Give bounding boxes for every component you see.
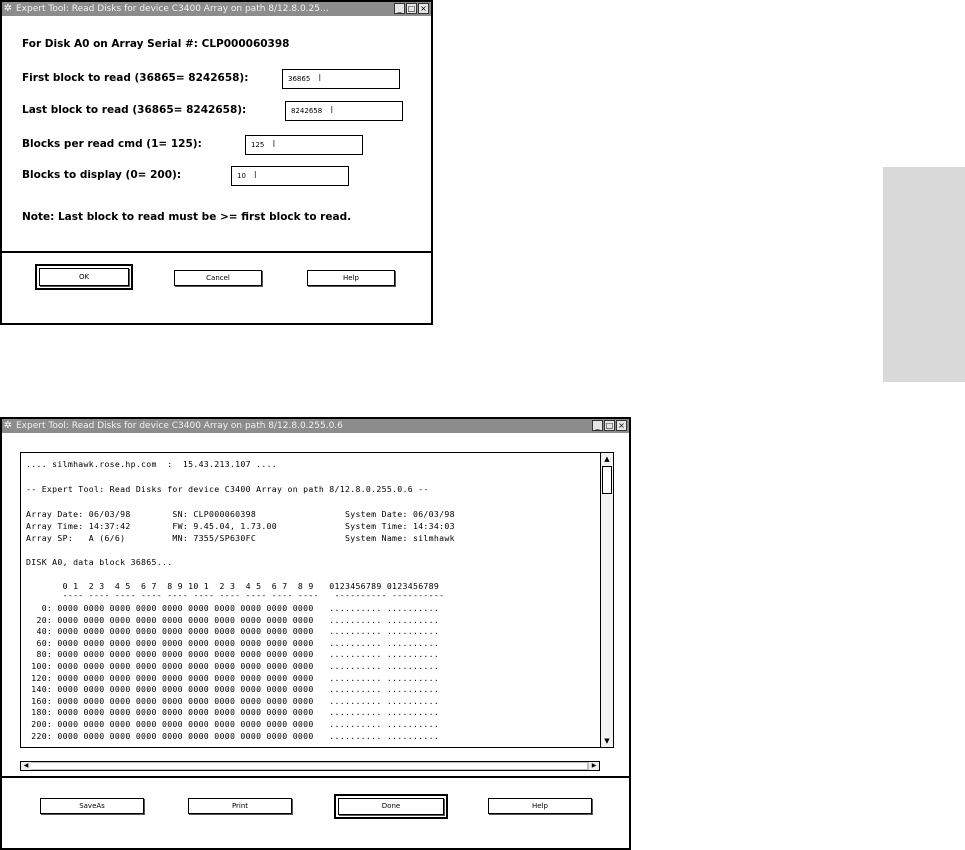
hex-row: 20: 0000 0000 0000 0000 0000 0000 0000 0000 0000 0000 .......... .......... bbox=[26, 614, 440, 625]
help-button[interactable]: Help bbox=[307, 270, 395, 286]
first-block-input[interactable]: 36865 I bbox=[282, 69, 400, 89]
last-block-input[interactable]: 8242658 I bbox=[285, 101, 403, 121]
cancel-button[interactable]: Cancel bbox=[174, 270, 262, 286]
hex-row: 200: 0000 0000 0000 0000 0000 0000 0000 0000 0000 0000 .......... .......... bbox=[26, 719, 440, 729]
maximize-icon[interactable]: □ bbox=[407, 4, 416, 13]
print-button[interactable]: Print bbox=[188, 798, 292, 814]
ok-button[interactable]: OK bbox=[39, 268, 129, 286]
dialog2-divider bbox=[2, 776, 629, 778]
dialog1-divider bbox=[2, 251, 431, 253]
gear-icon[interactable]: ✲ bbox=[3, 420, 13, 431]
hex-row: 220: 0000 0000 0000 0000 0000 0000 0000 0000 0000 0000 .......... .......... bbox=[26, 730, 440, 741]
scroll-right-icon[interactable]: ▶ bbox=[589, 762, 599, 770]
first-block-label: First block to read (36865= 8242658): bbox=[22, 72, 249, 84]
help-button[interactable]: Help bbox=[488, 798, 592, 814]
dialog1-title: Expert Tool: Read Disks for device C3400 Array on path 8/12.8.0.25... bbox=[16, 4, 329, 14]
read-disks-output-dialog bbox=[0, 417, 631, 850]
minimize-icon[interactable]: _ bbox=[592, 420, 603, 431]
hex-row: 80: 0000 0000 0000 0000 0000 0000 0000 0000 0000 0000 .......... .......... bbox=[26, 649, 440, 660]
output-text-area[interactable] bbox=[20, 452, 600, 748]
horizontal-scrollbar[interactable] bbox=[20, 761, 600, 771]
vertical-scroll-thumb[interactable] bbox=[602, 466, 612, 494]
host-line: .... silmhawk.rose.hp.com : 15.43.213.107 .... bbox=[26, 459, 278, 469]
hex-row: 140: 0000 0000 0000 0000 0000 0000 0000 0000 0000 0000 .......... .......... bbox=[26, 684, 440, 695]
heading-line: -- Expert Tool: Read Disks for device C3400 Array on path 8/12.8.0.255.0.6 -- bbox=[26, 484, 429, 494]
last-block-label: Last block to read (36865= 8242658): bbox=[22, 104, 247, 116]
column-dashes: ---- ---- ---- ---- ---- ---- ---- ---- ---- ---- ---------- ---------- bbox=[26, 590, 445, 600]
side-panel bbox=[883, 167, 965, 382]
last-block-value: 8242658 bbox=[291, 107, 323, 115]
dialog1-titlebar[interactable] bbox=[2, 2, 431, 16]
hex-row: 40: 0000 0000 0000 0000 0000 0000 0000 0000 0000 0000 .......... .......... bbox=[26, 626, 440, 637]
info-line-3: Array SP: A (6/6) MN: 7355/SP630FC System Name: silmhawk bbox=[26, 533, 455, 543]
scroll-up-icon[interactable]: ▲ bbox=[604, 455, 610, 463]
gear-icon[interactable]: ✲ bbox=[3, 3, 13, 14]
maximize-icon[interactable]: □ bbox=[605, 421, 614, 430]
close-icon[interactable]: × bbox=[616, 420, 627, 431]
disk-header: For Disk A0 on Array Serial #: CLP000060398 bbox=[22, 38, 290, 50]
read-disks-params-dialog bbox=[0, 0, 433, 325]
vertical-scrollbar[interactable] bbox=[600, 452, 614, 748]
hex-row: 100: 0000 0000 0000 0000 0000 0000 0000 0000 0000 0000 .......... .......... bbox=[26, 661, 440, 671]
blocks-per-read-input[interactable]: 125 I bbox=[245, 135, 363, 155]
hex-row: 60: 0000 0000 0000 0000 0000 0000 0000 0000 0000 0000 .......... .......... bbox=[26, 637, 440, 648]
close-icon[interactable]: × bbox=[418, 3, 429, 14]
scroll-down-icon[interactable]: ▼ bbox=[604, 737, 610, 745]
hex-row: 180: 0000 0000 0000 0000 0000 0000 0000 0000 0000 0000 .......... .......... bbox=[26, 707, 440, 718]
hex-row: 0: 0000 0000 0000 0000 0000 0000 0000 0000 0000 0000 .......... .......... bbox=[26, 603, 440, 613]
column-header: 0 1 2 3 4 5 6 7 8 9 10 1 2 3 4 5 6 7 8 9 0123456789 0123456789 bbox=[26, 581, 440, 591]
dialog2-title: Expert Tool: Read Disks for device C3400 Array on path 8/12.8.0.255.0.6 bbox=[16, 421, 343, 431]
blocks-to-display-label: Blocks to display (0= 200): bbox=[22, 169, 182, 181]
hex-row: 160: 0000 0000 0000 0000 0000 0000 0000 0000 0000 0000 .......... .......... bbox=[26, 695, 440, 706]
disk-line: DISK A0, data block 36865... bbox=[26, 557, 173, 567]
blocks-to-display-input[interactable]: 10 I bbox=[231, 166, 349, 186]
first-block-value: 36865 bbox=[288, 75, 311, 83]
dialog2-titlebar[interactable] bbox=[2, 419, 629, 433]
horizontal-scroll-thumb[interactable] bbox=[31, 763, 587, 769]
scroll-left-icon[interactable]: ◀ bbox=[21, 762, 31, 770]
blocks-per-read-label: Blocks per read cmd (1= 125): bbox=[22, 138, 202, 150]
blocks-to-display-value: 10 bbox=[237, 172, 246, 180]
hex-row: 120: 0000 0000 0000 0000 0000 0000 0000 0000 0000 0000 .......... .......... bbox=[26, 672, 440, 683]
note-text: Note: Last block to read must be >= first block to read. bbox=[22, 211, 352, 223]
done-button[interactable]: Done bbox=[338, 798, 444, 815]
blocks-per-read-value: 125 bbox=[251, 141, 265, 149]
minimize-icon[interactable]: _ bbox=[394, 3, 405, 14]
info-line-1: Array Date: 06/03/98 SN: CLP000060398 System Date: 06/03/98 bbox=[26, 509, 455, 519]
saveas-button[interactable]: SaveAs bbox=[40, 798, 144, 814]
info-line-2: Array Time: 14:37:42 FW: 9.45.04, 1.73.00 System Time: 14:34:03 bbox=[26, 521, 455, 531]
